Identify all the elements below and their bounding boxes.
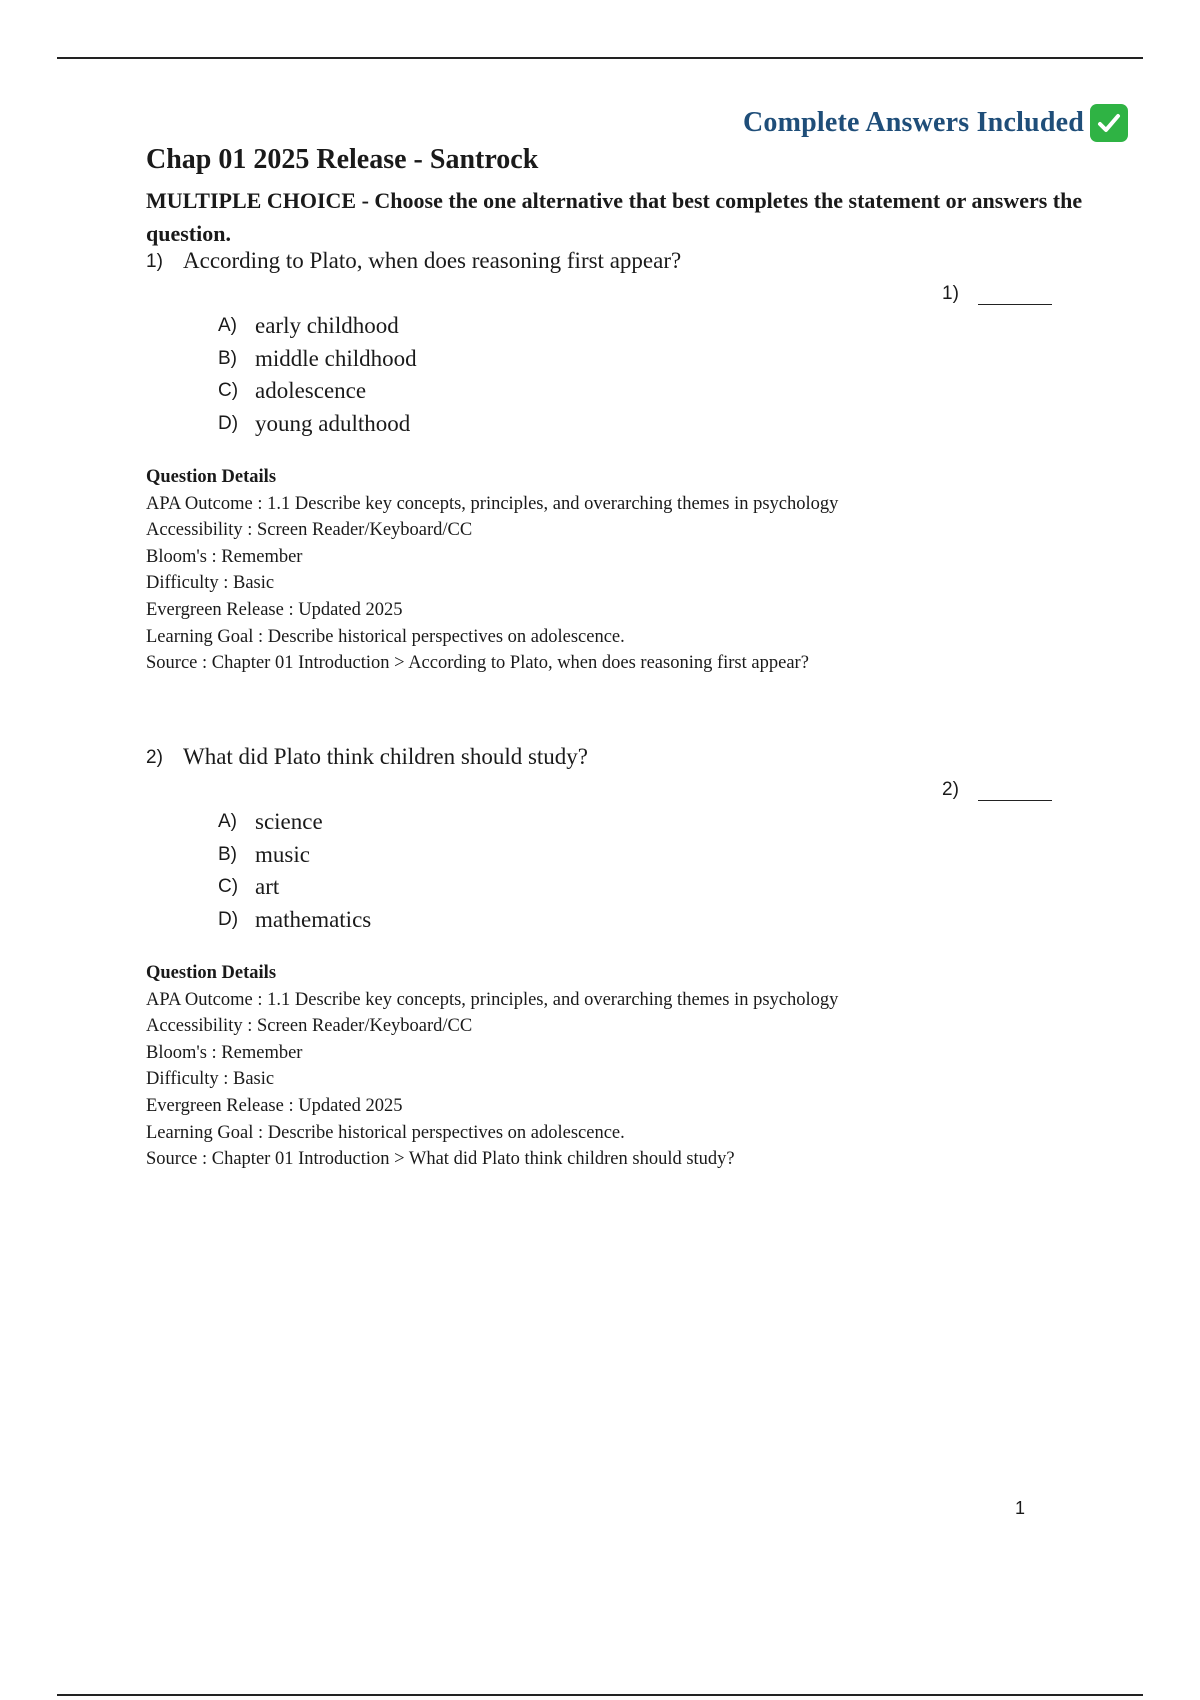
option-text: science (255, 809, 323, 835)
document-title: Chap 01 2025 Release - Santrock (146, 144, 539, 175)
detail-line: Source : Chapter 01 Introduction > According to Plato, when does reasoning first appear? (146, 653, 809, 674)
option-a (218, 806, 371, 839)
answer-blank-line[interactable] (978, 782, 1052, 801)
option-letter: D) (218, 908, 239, 930)
detail-line: Evergreen Release : Updated 2025 (146, 599, 403, 620)
option-text: adolescence (255, 378, 367, 404)
answer-blank[interactable] (942, 283, 1052, 305)
option-c (218, 375, 417, 408)
option-d (218, 904, 371, 937)
option-text: art (255, 874, 280, 900)
detail-line: Learning Goal : Describe historical perspectives on adolescence. (146, 1122, 625, 1143)
option-letter: A) (218, 811, 237, 833)
question-2 (146, 744, 1146, 1170)
details-title: Question Details (146, 467, 277, 487)
detail-line: Bloom's : Remember (146, 546, 303, 567)
question-stem (146, 744, 1146, 770)
option-letter: A) (218, 315, 237, 337)
option-letter: B) (218, 843, 237, 865)
detail-line: Evergreen Release : Updated 2025 (146, 1095, 403, 1116)
option-b (218, 839, 371, 872)
answers-banner (743, 104, 1128, 142)
option-text: middle childhood (255, 345, 417, 371)
option-b (218, 343, 417, 376)
question-number: 1) (146, 251, 163, 272)
option-c (218, 871, 371, 904)
answer-options (218, 310, 417, 440)
top-rule (57, 57, 1143, 59)
question-number: 2) (146, 747, 163, 768)
detail-line: Accessibility : Screen Reader/Keyboard/CC (146, 520, 473, 541)
section-instructions: MULTIPLE CHOICE - Choose the one alternative that best completes the statement or answers the question. (146, 188, 1083, 246)
question-stem (146, 248, 1146, 274)
detail-line: Source : Chapter 01 Introduction > What did Plato think children should study? (146, 1149, 735, 1170)
page-number: 1 (1015, 1498, 1026, 1518)
banner-text: Complete Answers Included (742, 107, 1084, 138)
question-details (146, 464, 838, 677)
option-text: music (255, 841, 310, 867)
question-1 (146, 248, 1146, 674)
question-details (146, 960, 838, 1173)
option-d (218, 408, 417, 441)
question-text: According to Plato, when does reasoning first appear? (183, 248, 682, 273)
answer-blank-label: 2) (942, 779, 959, 800)
option-text: young adulthood (255, 410, 411, 436)
option-letter: C) (218, 380, 239, 402)
detail-line: Bloom's : Remember (146, 1042, 303, 1063)
detail-line: APA Outcome : 1.1 Describe key concepts, principles, and overarching themes in psychology (146, 493, 839, 514)
detail-line: Accessibility : Screen Reader/Keyboard/CC (146, 1016, 473, 1037)
answer-blank-label: 1) (942, 283, 959, 304)
answer-blank[interactable] (942, 779, 1052, 801)
bottom-rule (57, 1694, 1143, 1696)
option-letter: D) (218, 412, 239, 434)
details-title: Question Details (146, 963, 277, 983)
option-letter: B) (218, 347, 237, 369)
option-text: mathematics (255, 906, 372, 932)
option-letter: C) (218, 876, 239, 898)
option-a (218, 310, 417, 343)
detail-line: Learning Goal : Describe historical perspectives on adolescence. (146, 626, 625, 647)
check-mark-icon (1090, 104, 1128, 142)
option-text: early childhood (255, 313, 399, 339)
detail-line: Difficulty : Basic (146, 573, 275, 594)
detail-line: APA Outcome : 1.1 Describe key concepts, principles, and overarching themes in psychology (146, 989, 839, 1010)
detail-line: Difficulty : Basic (146, 1069, 275, 1090)
answer-options (218, 806, 371, 936)
answer-blank-line[interactable] (978, 286, 1052, 305)
question-text: What did Plato think children should study? (183, 744, 589, 769)
